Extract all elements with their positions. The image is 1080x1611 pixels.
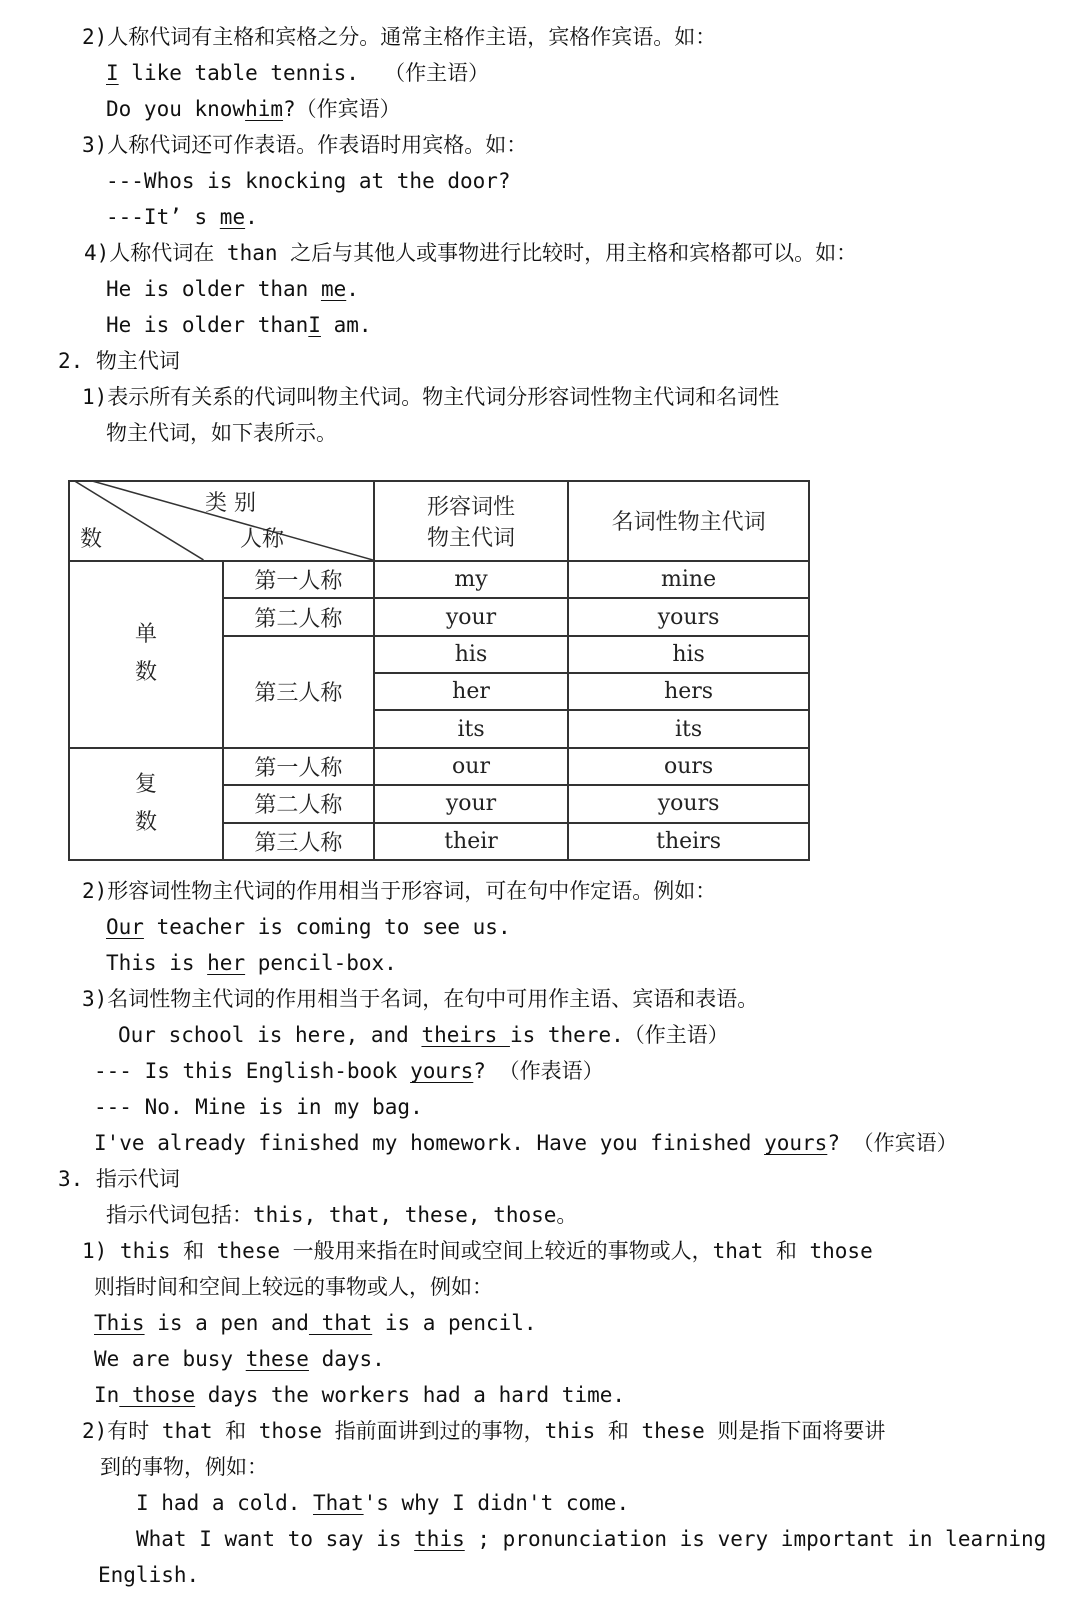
table-cell: his bbox=[374, 636, 568, 673]
example-text: 's why I didn't come. bbox=[363, 1491, 630, 1515]
group-char: 数 bbox=[134, 660, 157, 686]
example-line bbox=[106, 310, 372, 340]
header-line: 物主代词 bbox=[427, 525, 516, 551]
group-singular bbox=[69, 561, 223, 748]
section-heading: 2. 物主代词 bbox=[58, 349, 180, 373]
underlined-word: That bbox=[313, 1491, 364, 1515]
section-heading: 3. 指示代词 bbox=[58, 1167, 180, 1191]
example-line bbox=[94, 1380, 625, 1410]
table-cell: your bbox=[374, 598, 568, 635]
example-line bbox=[106, 912, 511, 942]
group-plural bbox=[69, 748, 223, 860]
corner-category-label: 类 别 bbox=[205, 491, 256, 516]
example-text: ?（作宾语） bbox=[283, 97, 401, 121]
item1-line2: 物主代词，如下表所示。 bbox=[106, 421, 337, 445]
underlined-word: me bbox=[320, 277, 347, 301]
table-cell: yours bbox=[568, 598, 809, 635]
table-cell: theirs bbox=[568, 823, 809, 860]
person-first: 第一人称 bbox=[223, 748, 374, 785]
table-cell: ours bbox=[568, 748, 809, 785]
example-text: like table tennis. （作主语） bbox=[118, 61, 490, 85]
example-line: ---Whos is knocking at the door? bbox=[106, 169, 511, 193]
example-text: We are busy bbox=[94, 1347, 246, 1371]
item4-intro: 4)人称代词在 than 之后与其他人或事物进行比较时，用主格和宾格都可以。如： bbox=[84, 241, 858, 265]
example-text: am. bbox=[320, 313, 372, 337]
example-text: days. bbox=[308, 1347, 385, 1371]
example-line bbox=[118, 1020, 729, 1050]
example-text: . bbox=[245, 205, 258, 229]
example-line bbox=[106, 948, 397, 978]
corner-number-label: 数 bbox=[80, 527, 103, 552]
example-line bbox=[94, 1056, 604, 1086]
section-intro: 指示代词包括：this, that, these, those。 bbox=[106, 1203, 578, 1227]
example-text: days the workers had a hard time. bbox=[195, 1383, 626, 1407]
group-char: 单 bbox=[134, 622, 157, 648]
table-cell: mine bbox=[568, 561, 809, 598]
possessive-pronoun-table bbox=[68, 480, 810, 861]
example-text: ; pronunciation is very important in learning bbox=[464, 1527, 1047, 1551]
table-cell: her bbox=[374, 673, 568, 710]
item3-intro: 3)人称代词还可作表语。作表语时用宾格。如： bbox=[82, 133, 528, 157]
header-line: 形容词性 bbox=[427, 494, 516, 520]
example-text: Our school is here, and bbox=[118, 1023, 422, 1047]
underlined-word: This bbox=[94, 1311, 145, 1335]
table-cell: his bbox=[568, 636, 809, 673]
underlined-word: me bbox=[219, 205, 246, 229]
table-cell: its bbox=[568, 710, 809, 747]
item1-line2: 则指时间和空间上较远的事物或人，例如： bbox=[94, 1275, 493, 1299]
column-header-noun: 名词性物主代词 bbox=[568, 481, 809, 561]
example-text: . bbox=[346, 277, 359, 301]
table-cell: your bbox=[374, 785, 568, 822]
underlined-word: Our bbox=[106, 915, 144, 939]
underlined-word: yours bbox=[410, 1059, 474, 1083]
item2-intro: 2)形容词性物主代词的作用相当于形容词，可在句中作定语。例如： bbox=[82, 879, 717, 903]
underlined-word: her bbox=[207, 951, 246, 975]
underlined-word: theirs bbox=[421, 1023, 510, 1047]
person-second: 第二人称 bbox=[223, 598, 374, 635]
example-line bbox=[94, 1128, 958, 1158]
table-corner-header bbox=[69, 481, 374, 561]
example-line bbox=[94, 1344, 385, 1374]
example-text: ? （作表语） bbox=[473, 1059, 604, 1083]
underlined-word: that bbox=[308, 1311, 373, 1335]
example-line bbox=[94, 1308, 537, 1338]
example-text: I had a cold. bbox=[136, 1491, 314, 1515]
table-cell: my bbox=[374, 561, 568, 598]
example-text: ? （作宾语） bbox=[827, 1131, 958, 1155]
table-cell: hers bbox=[568, 673, 809, 710]
example-text: Do you know bbox=[106, 97, 246, 121]
example-text: pencil-box. bbox=[245, 951, 397, 975]
group-char: 复 bbox=[134, 771, 157, 797]
example-text: I've already finished my homework. Have you finished bbox=[94, 1131, 765, 1155]
table-cell: its bbox=[374, 710, 568, 747]
example-text: is there.（作主语） bbox=[509, 1023, 729, 1047]
example-text: ---It’ s bbox=[106, 205, 220, 229]
column-header-adjective bbox=[374, 481, 568, 561]
underlined-word: him bbox=[245, 97, 284, 121]
underlined-word: those bbox=[119, 1383, 196, 1407]
person-third: 第三人称 bbox=[223, 823, 374, 860]
example-line: --- No. Mine is in my bag. bbox=[94, 1095, 423, 1119]
underlined-word: I bbox=[308, 313, 321, 337]
example-line-continued: English. bbox=[98, 1563, 200, 1587]
person-second: 第二人称 bbox=[223, 785, 374, 822]
person-third: 第三人称 bbox=[223, 636, 374, 748]
example-text: teacher is coming to see us. bbox=[143, 915, 511, 939]
item2-line1: 2)有时 that 和 those 指前面讲到过的事物，this 和 these 则是指下面将要讲 bbox=[82, 1419, 886, 1443]
underlined-word: I bbox=[106, 61, 119, 85]
item2-intro: 2)人称代词有主格和宾格之分。通常主格作主语，宾格作宾语。如： bbox=[82, 25, 717, 49]
example-text: --- Is this English-book bbox=[94, 1059, 411, 1083]
table-cell: yours bbox=[568, 785, 809, 822]
underlined-word: yours bbox=[764, 1131, 828, 1155]
example-line bbox=[136, 1524, 1046, 1554]
item1-line1: 1)表示所有关系的代词叫物主代词。物主代词分形容词性物主代词和名词性 bbox=[82, 385, 780, 409]
table-cell: our bbox=[374, 748, 568, 785]
example-line bbox=[136, 1488, 629, 1518]
corner-person-label: 人称 bbox=[240, 527, 285, 552]
example-text: What I want to say is bbox=[136, 1527, 415, 1551]
underlined-word: this bbox=[414, 1527, 465, 1551]
example-text: In bbox=[94, 1383, 120, 1407]
example-text: This is bbox=[106, 951, 208, 975]
example-text: He is older than bbox=[106, 313, 309, 337]
person-first: 第一人称 bbox=[223, 561, 374, 598]
example-line bbox=[106, 274, 359, 304]
example-line bbox=[106, 58, 489, 88]
example-line bbox=[106, 202, 258, 232]
example-text: He is older than bbox=[106, 277, 321, 301]
example-text: is a pen and bbox=[144, 1311, 309, 1335]
underlined-word: these bbox=[245, 1347, 309, 1371]
group-char: 数 bbox=[134, 809, 157, 835]
table-cell: their bbox=[374, 823, 568, 860]
example-text: is a pencil. bbox=[372, 1311, 537, 1335]
item2-line2: 到的事物，例如： bbox=[100, 1455, 268, 1479]
example-line bbox=[106, 94, 401, 124]
item3-intro: 3)名词性物主代词的作用相当于名词，在句中可用作主语、宾语和表语。 bbox=[82, 987, 759, 1011]
item1-line1: 1) this 和 these 一般用来指在时间或空间上较近的事物或人，that 和 those bbox=[82, 1239, 873, 1263]
